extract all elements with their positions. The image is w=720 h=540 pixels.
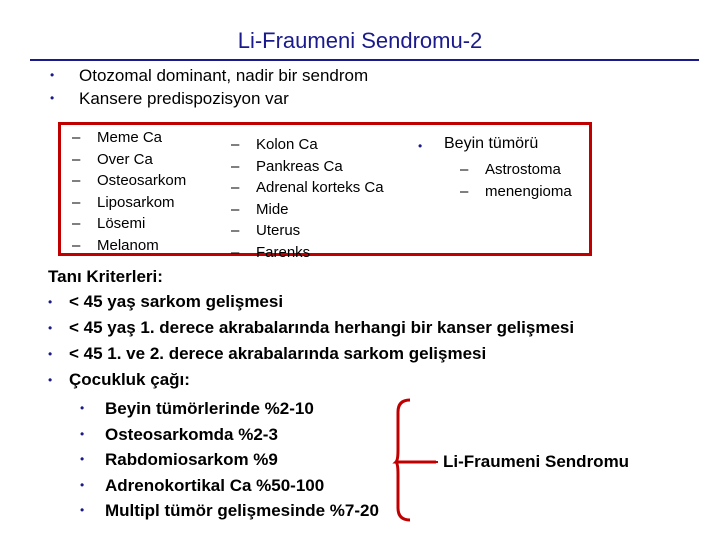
bullet-icon: • [48, 321, 53, 335]
cancer-label: Adrenal korteks Ca [256, 179, 384, 197]
cancer-label: Melanom [97, 236, 159, 254]
bullet-icon: • [48, 295, 53, 309]
intro-text: Kansere predispozisyon var [79, 89, 289, 108]
bullet-icon: • [80, 452, 85, 467]
childhood-text: Multipl tümör gelişmesinde %7-20 [105, 501, 379, 521]
criteria-text: < 45 1. ve 2. derece akrabalarında sarkom gelişmesi [69, 344, 487, 363]
diagnostic-criteria [48, 265, 575, 393]
childhood-text: Osteosarkomda %2-3 [105, 424, 278, 444]
childhood-text: Rabdomiosarkom %9 [105, 450, 278, 470]
dash-icon: – [231, 179, 240, 197]
cancer-label: Liposarkom [97, 193, 175, 211]
bullet-icon: • [418, 139, 423, 153]
dash-icon: – [231, 136, 240, 153]
cancer-label: Kolon Ca [256, 136, 318, 153]
dash-icon: – [231, 200, 240, 218]
criteria-text: < 45 yaş sarkom gelişmesi [69, 292, 284, 311]
list-item [48, 315, 575, 341]
cancer-label: Mide [256, 200, 289, 218]
cancer-label: menengioma [485, 182, 572, 200]
dash-icon: – [72, 129, 81, 146]
bullet-icon: • [80, 426, 85, 441]
red-bracket [392, 398, 442, 522]
cancer-label: Astrostoma [485, 161, 561, 178]
cancer-label: Uterus [256, 222, 301, 240]
bracket-label: Li-Fraumeni Sendromu [443, 452, 630, 471]
cancer-label: Osteosarkom [97, 172, 187, 190]
bullet-icon: • [48, 373, 53, 387]
cancer-label: Farenks [256, 243, 311, 261]
list-item [48, 367, 190, 393]
dash-icon: – [72, 193, 81, 211]
dash-icon: – [72, 215, 81, 233]
dash-icon: – [72, 236, 81, 254]
dash-icon: – [72, 150, 81, 168]
bullet-icon: • [80, 503, 85, 518]
bullet-icon: • [48, 347, 53, 361]
dash-icon: – [231, 157, 240, 175]
cancer-label: Over Ca [97, 150, 153, 168]
criteria-text: Çocukluk çağı: [69, 370, 190, 389]
cancer-label: Lösemi [97, 215, 146, 233]
intro-text: Otozomal dominant, nadir bir sendrom [79, 66, 369, 85]
cancer-label: Meme Ca [97, 129, 163, 146]
dash-icon: – [72, 172, 81, 190]
bullet-icon: • [50, 68, 55, 82]
page-title: Li-Fraumeni Sendromu-2 [237, 28, 483, 53]
list-item [48, 289, 284, 315]
brain-tumor-label: Beyin tümörü [444, 135, 539, 152]
dash-icon: – [231, 243, 240, 261]
criteria-text: < 45 yaş 1. derece akrabalarında herhangi bir kanser gelişmesi [69, 318, 575, 337]
dash-icon: – [460, 182, 469, 200]
bullet-icon: • [80, 477, 85, 492]
list-item [48, 341, 487, 367]
childhood-text: Adrenokortikal Ca %50-100 [105, 475, 325, 495]
criteria-title: Tanı Kriterleri: [48, 267, 163, 286]
dash-icon: – [231, 222, 240, 240]
bullet-icon: • [80, 401, 85, 415]
title-underline [30, 59, 699, 61]
childhood-text: Beyin tümörlerinde %2-10 [105, 399, 314, 418]
cancer-label: Pankreas Ca [256, 157, 343, 175]
bullet-icon: • [50, 91, 55, 105]
dash-icon: – [460, 161, 469, 178]
